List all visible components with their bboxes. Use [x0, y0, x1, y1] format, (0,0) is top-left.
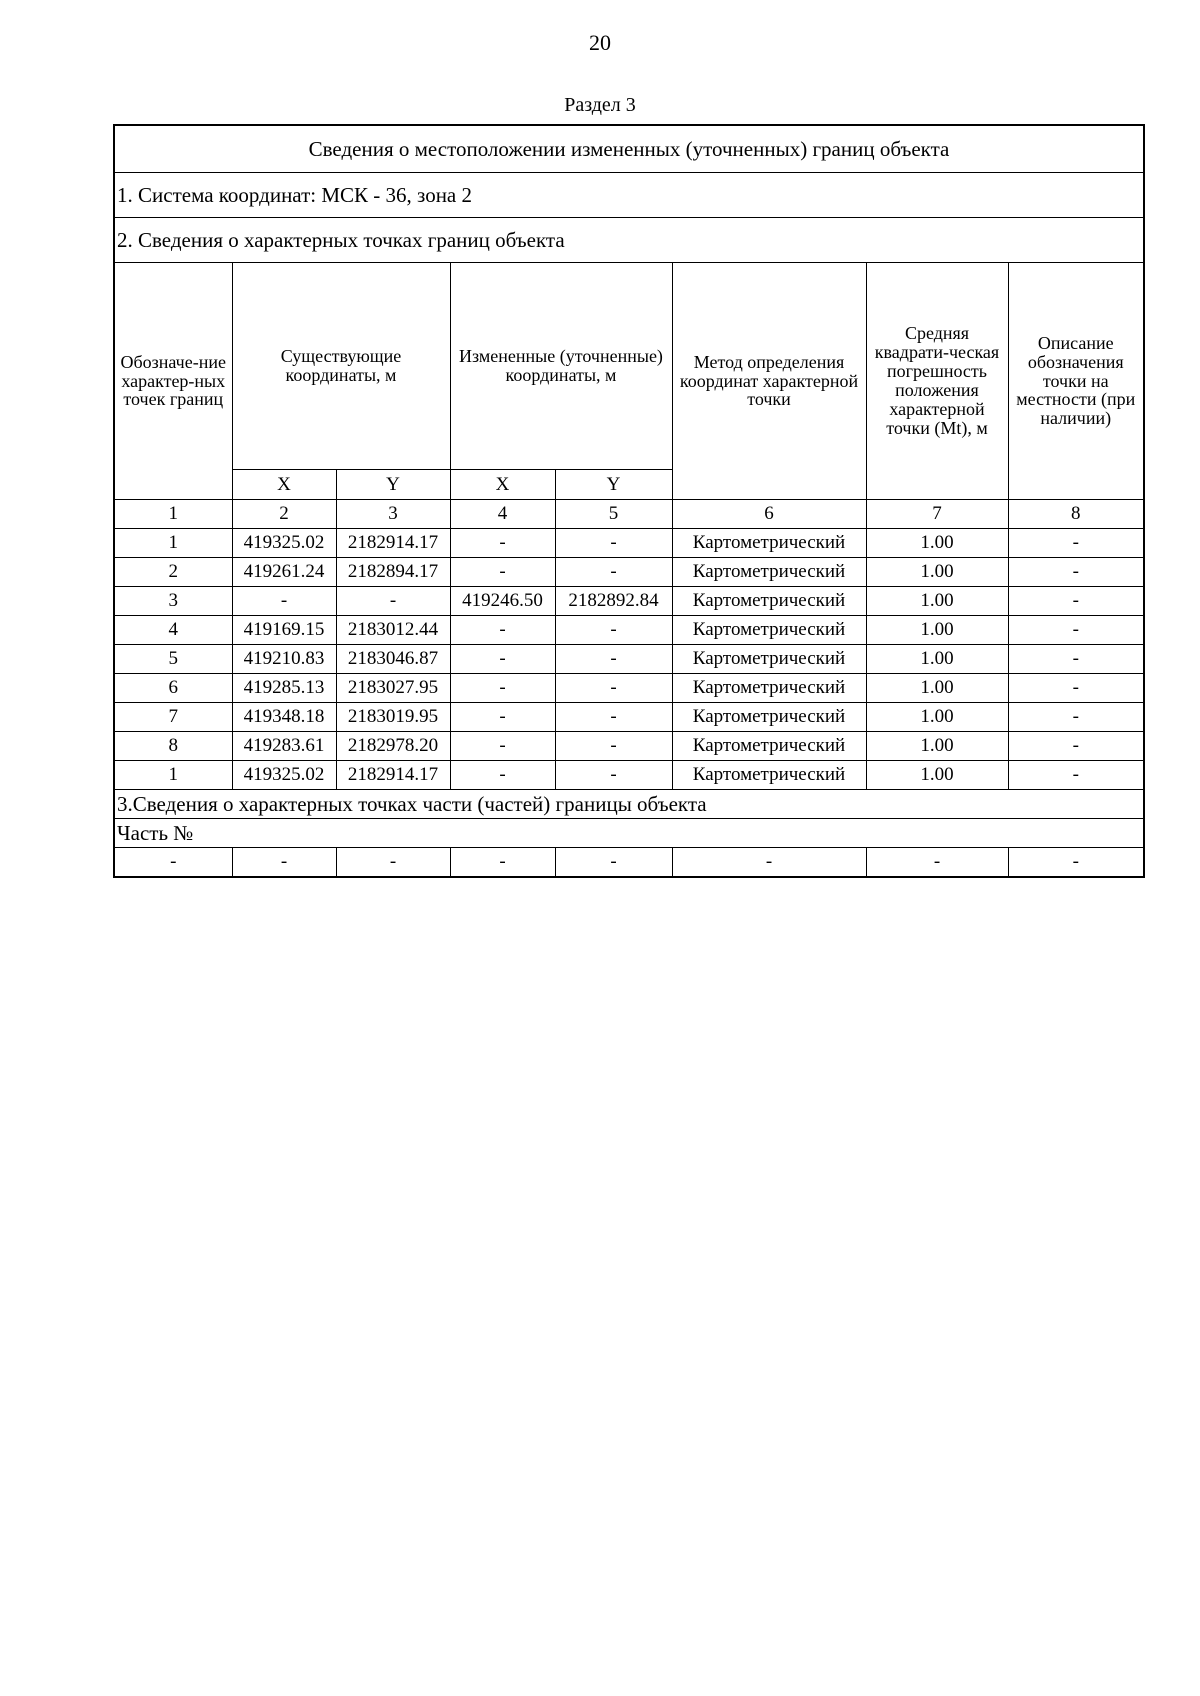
changed-y: - — [555, 558, 672, 587]
error: 1.00 — [866, 645, 1008, 674]
existing-x: 419325.02 — [232, 529, 336, 558]
table-row — [114, 645, 1144, 674]
coordinate-system: 1. Система координат: МСК - 36, зона 2 — [114, 173, 1144, 218]
point-id: 1 — [114, 529, 232, 558]
method: Картометрический — [672, 529, 866, 558]
changed-x: - — [450, 761, 555, 790]
header-existing-y: Y — [336, 470, 450, 500]
section-title: Раздел 3 — [564, 94, 636, 116]
method: Картометрический — [672, 645, 866, 674]
column-number: 8 — [1008, 500, 1144, 529]
part-cell: - — [336, 848, 450, 878]
table-row — [114, 674, 1144, 703]
error: 1.00 — [866, 703, 1008, 732]
existing-y: 2183027.95 — [336, 674, 450, 703]
existing-x: 419169.15 — [232, 616, 336, 645]
changed-x: - — [450, 558, 555, 587]
header-error: Средняя квадрати-ческая погрешность положения характерной точки (Mt), м — [866, 263, 1008, 500]
header-method: Метод определения координат характерной точки — [672, 263, 866, 500]
changed-x: - — [450, 529, 555, 558]
existing-y: 2182978.20 — [336, 732, 450, 761]
changed-y: - — [555, 616, 672, 645]
column-number: 7 — [866, 500, 1008, 529]
point-id: 4 — [114, 616, 232, 645]
error: 1.00 — [866, 674, 1008, 703]
part-cell: - — [114, 848, 232, 878]
changed-x: - — [450, 703, 555, 732]
changed-x: 419246.50 — [450, 587, 555, 616]
column-number: 6 — [672, 500, 866, 529]
error: 1.00 — [866, 732, 1008, 761]
point-id: 5 — [114, 645, 232, 674]
point-id: 8 — [114, 732, 232, 761]
header-changed-y: Y — [555, 470, 672, 500]
point-id: 7 — [114, 703, 232, 732]
method: Картометрический — [672, 703, 866, 732]
column-number: 5 — [555, 500, 672, 529]
changed-y: - — [555, 761, 672, 790]
page-number: 20 — [589, 30, 611, 55]
description: - — [1008, 616, 1144, 645]
existing-y: - — [336, 587, 450, 616]
method: Картометрический — [672, 558, 866, 587]
existing-y: 2182914.17 — [336, 529, 450, 558]
changed-x: - — [450, 732, 555, 761]
existing-y: 2183019.95 — [336, 703, 450, 732]
changed-x: - — [450, 645, 555, 674]
changed-y: - — [555, 674, 672, 703]
table-row — [114, 761, 1144, 790]
point-id: 3 — [114, 587, 232, 616]
changed-y: - — [555, 529, 672, 558]
error: 1.00 — [866, 616, 1008, 645]
description: - — [1008, 558, 1144, 587]
header-existing-coords: Существующие координаты, м — [232, 263, 450, 470]
existing-y: 2183046.87 — [336, 645, 450, 674]
description: - — [1008, 674, 1144, 703]
error: 1.00 — [866, 529, 1008, 558]
existing-x: - — [232, 587, 336, 616]
point-id: 2 — [114, 558, 232, 587]
header-designation: Обозначе-ние характер-ных точек границ — [114, 263, 232, 500]
table-row — [114, 703, 1144, 732]
changed-y: - — [555, 645, 672, 674]
points-heading: 2. Сведения о характерных точках границ объекта — [114, 218, 1144, 263]
header-existing-x: X — [232, 470, 336, 500]
existing-y: 2182914.17 — [336, 761, 450, 790]
table-row — [114, 558, 1144, 587]
error: 1.00 — [866, 558, 1008, 587]
description: - — [1008, 529, 1144, 558]
header-changed-x: X — [450, 470, 555, 500]
changed-x: - — [450, 674, 555, 703]
description: - — [1008, 703, 1144, 732]
existing-x: 419325.02 — [232, 761, 336, 790]
description: - — [1008, 645, 1144, 674]
part-row — [114, 848, 1144, 878]
part-cell: - — [450, 848, 555, 878]
header-changed-coords: Измененные (уточненные) координаты, м — [450, 263, 672, 470]
changed-y: - — [555, 703, 672, 732]
method: Картометрический — [672, 587, 866, 616]
column-number: 4 — [450, 500, 555, 529]
changed-y: 2182892.84 — [555, 587, 672, 616]
existing-y: 2183012.44 — [336, 616, 450, 645]
existing-y: 2182894.17 — [336, 558, 450, 587]
error: 1.00 — [866, 761, 1008, 790]
parts-heading: 3.Сведения о характерных точках части (частей) границы объекта — [114, 790, 1144, 819]
error: 1.00 — [866, 587, 1008, 616]
table-row — [114, 616, 1144, 645]
description: - — [1008, 761, 1144, 790]
existing-x: 419261.24 — [232, 558, 336, 587]
method: Картометрический — [672, 761, 866, 790]
table-row — [114, 732, 1144, 761]
part-number-label: Часть № — [114, 819, 1144, 848]
part-cell: - — [232, 848, 336, 878]
column-number: 3 — [336, 500, 450, 529]
table-title: Сведения о местоположении измененных (уточненных) границ объекта — [114, 125, 1144, 173]
part-cell: - — [555, 848, 672, 878]
boundary-points-table — [113, 124, 1145, 878]
header-description: Описание обозначения точки на местности (при наличии) — [1008, 263, 1144, 500]
method: Картометрический — [672, 616, 866, 645]
part-cell: - — [866, 848, 1008, 878]
method: Картометрический — [672, 732, 866, 761]
table-row — [114, 529, 1144, 558]
column-number: 1 — [114, 500, 232, 529]
existing-x: 419283.61 — [232, 732, 336, 761]
point-id: 6 — [114, 674, 232, 703]
changed-x: - — [450, 616, 555, 645]
existing-x: 419210.83 — [232, 645, 336, 674]
existing-x: 419348.18 — [232, 703, 336, 732]
table-row — [114, 587, 1144, 616]
existing-x: 419285.13 — [232, 674, 336, 703]
part-cell: - — [672, 848, 866, 878]
part-cell: - — [1008, 848, 1144, 878]
description: - — [1008, 587, 1144, 616]
changed-y: - — [555, 732, 672, 761]
column-number: 2 — [232, 500, 336, 529]
column-number-row — [114, 500, 1144, 529]
description: - — [1008, 732, 1144, 761]
point-id: 1 — [114, 761, 232, 790]
method: Картометрический — [672, 674, 866, 703]
